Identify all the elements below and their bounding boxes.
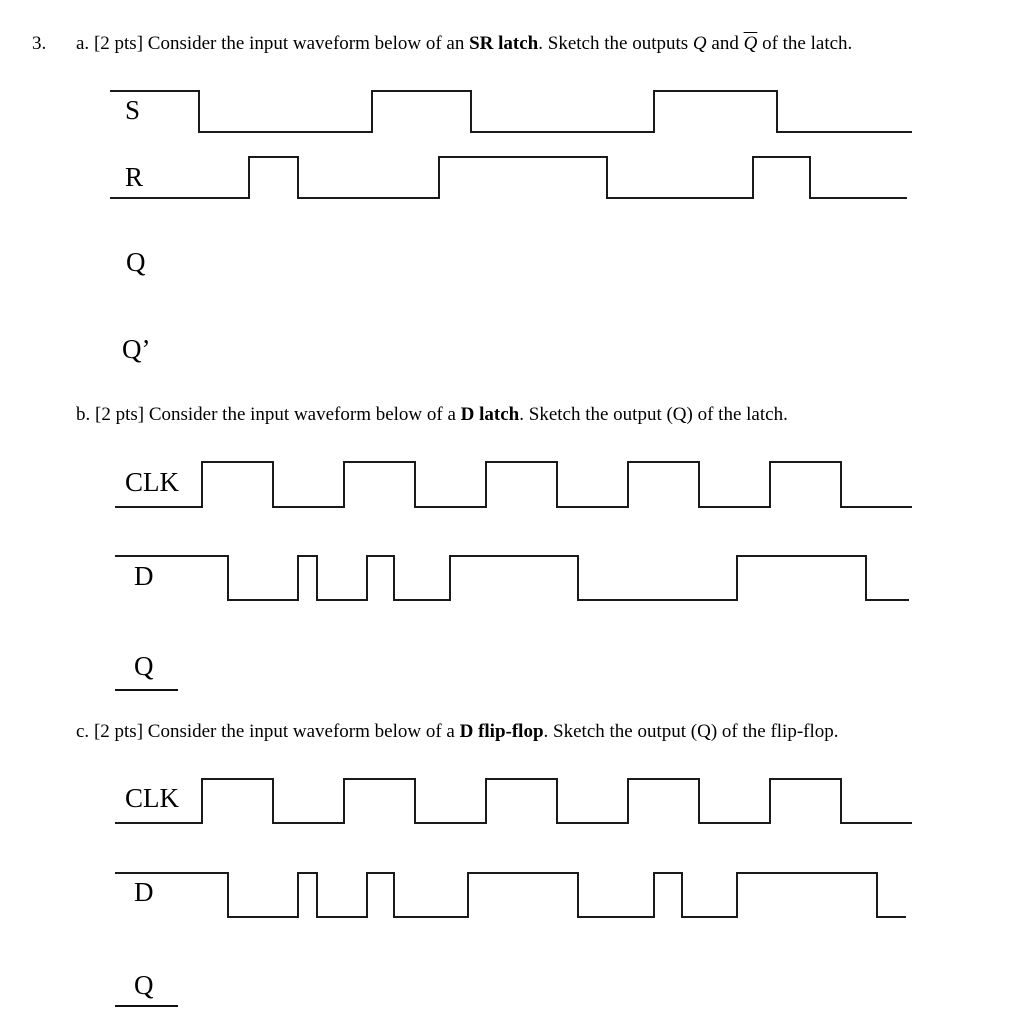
part-c-text-before: Consider the input waveform below of a (147, 721, 455, 742)
signal-label-clk-c: CLK (125, 783, 179, 813)
signal-label-q: Q (126, 247, 146, 277)
part-b-prefix: b. (76, 404, 91, 425)
part-a-points: [2 pts] (93, 33, 144, 54)
part-a-bold-term: SR latch (469, 33, 539, 54)
part-a-prefix: a. (76, 33, 90, 54)
waveform-d-c (115, 873, 906, 917)
question-number: 3. (32, 33, 47, 54)
part-a-var-qbar: $\overline{Q}$ (743, 33, 758, 54)
waveform-s (110, 91, 912, 132)
waveform-r (110, 157, 907, 198)
signal-label-d-c: D (134, 877, 154, 907)
part-c-prefix: c. (76, 721, 90, 742)
signal-label-clk-b: CLK (125, 467, 179, 497)
part-b-text-before: Consider the input waveform below of a (148, 404, 456, 425)
signal-label-d-b: D (134, 561, 154, 591)
signal-label-qprime: Q’ (122, 334, 151, 364)
signal-label-r: R (125, 162, 144, 192)
part-c-bold-term: D flip-flop (459, 721, 544, 742)
part-b-text-after: . Sketch the output (Q) of the latch. (519, 404, 788, 425)
signal-label-q-b: Q (134, 651, 154, 681)
waveform-clk-c (115, 779, 912, 823)
waveform-clk-b (115, 462, 912, 507)
part-a-text-end: of the latch. (762, 33, 853, 54)
signal-label-s: S (125, 95, 141, 125)
part-a-text-after: . Sketch the outputs (538, 33, 689, 54)
part-c-points: [2 pts] (93, 721, 144, 742)
part-a-and: and (711, 33, 739, 54)
part-a-var-q: Q (692, 33, 707, 54)
waveform-d-b (115, 556, 909, 600)
signal-label-q-c: Q (134, 970, 154, 1000)
part-a-text-before: Consider the input waveform below of an (147, 33, 465, 54)
part-b-bold-term: D latch (460, 404, 520, 425)
part-c-text-after: . Sketch the output (Q) of the flip-flop. (543, 721, 839, 742)
part-b-points: [2 pts] (95, 404, 145, 425)
